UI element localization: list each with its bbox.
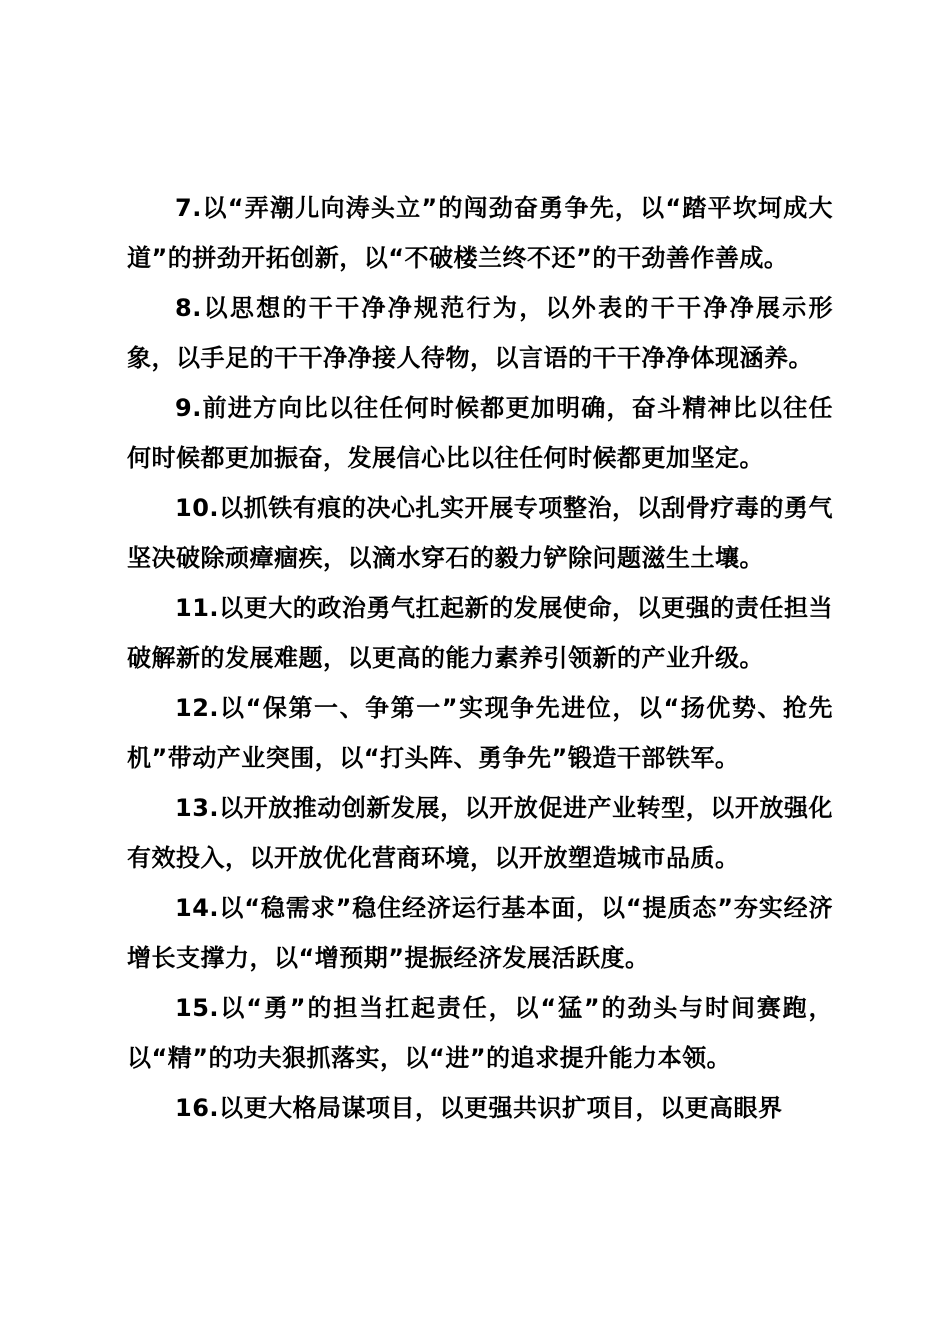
paragraph-8: 8.以思想的干干净净规范行为，以外表的干干净净展示形象，以手足的干干净净接人待物，以言语的干干净净体现涵养。 [127, 294, 833, 372]
paragraph-15: 15.以“勇”的担当扛起责任，以“猛”的劲头与时间赛跑，以“精”的功夫狠抓落实，以“进”的追求提升能力本领。 [127, 994, 833, 1072]
paragraph-13: 13.以开放推动创新发展，以开放促进产业转型，以开放强化有效投入，以开放优化营商环境，以开放塑造城市品质。 [127, 794, 833, 872]
paragraph-16: 16.以更大格局谋项目，以更强共识扩项目，以更高眼界 [175, 1094, 783, 1122]
document-body [127, 183, 833, 1133]
paragraph-7: 7.以“弄潮儿向涛头立”的闯劲奋勇争先，以“踏平坎坷成大道”的拼劲开拓创新，以“不破楼兰终不还”的干劲善作善成。 [127, 194, 833, 272]
paragraph-10: 10.以抓铁有痕的决心扎实开展专项整治，以刮骨疗毒的勇气坚决破除顽瘴痼疾，以滴水穿石的毅力铲除问题滋生土壤。 [127, 494, 833, 572]
paragraph-11: 11.以更大的政治勇气扛起新的发展使命，以更强的责任担当破解新的发展难题，以更高的能力素养引领新的产业升级。 [127, 594, 833, 672]
paragraph-14: 14.以“稳需求”稳住经济运行基本面，以“提质态”夯实经济增长支撑力，以“增预期”提振经济发展活跃度。 [127, 894, 833, 972]
paragraph-9: 9.前进方向比以往任何时候都更加明确，奋斗精神比以往任何时候都更加振奋，发展信心比以往任何时候都更加坚定。 [127, 394, 833, 472]
paragraph-12: 12.以“保第一、争第一”实现争先进位，以“扬优势、抢先机”带动产业突围，以“打头阵、勇争先”锻造干部铁军。 [127, 694, 833, 772]
